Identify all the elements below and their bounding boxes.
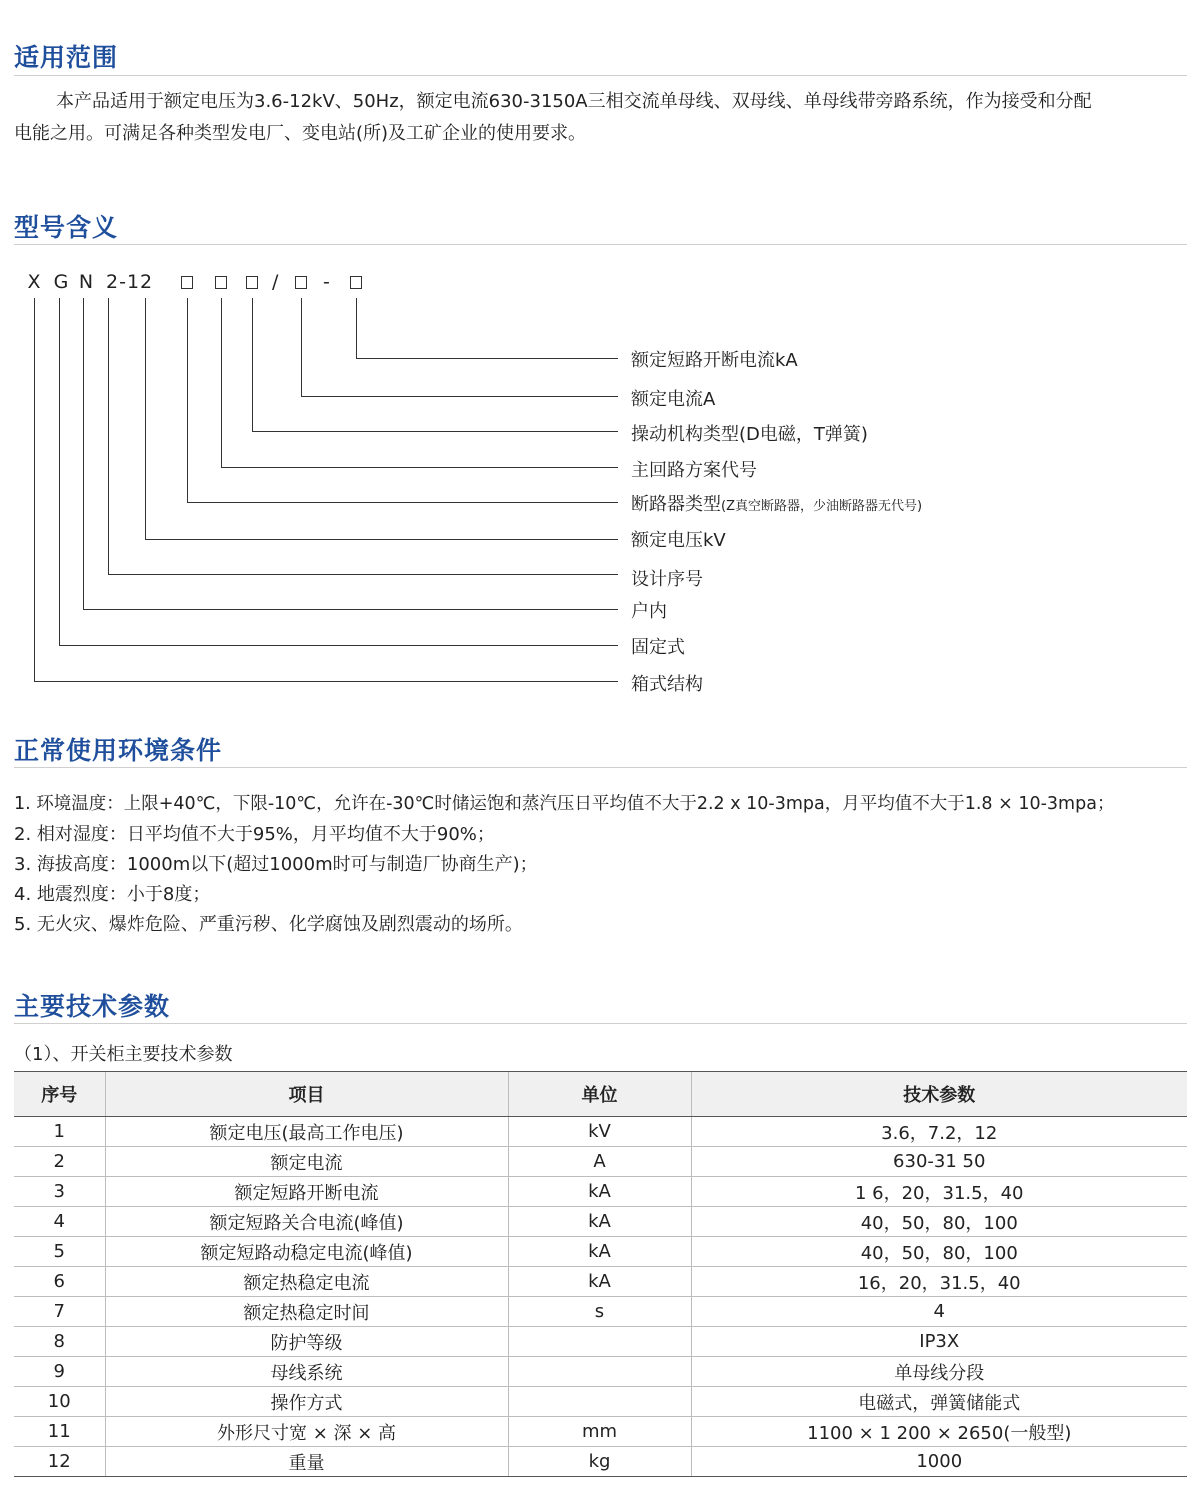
table-row bbox=[14, 1237, 1187, 1267]
leader-line bbox=[301, 298, 302, 397]
table-caption: （1）、开关柜主要技术参数 bbox=[14, 1044, 233, 1065]
code-box-breaking-current bbox=[350, 276, 362, 289]
table-row bbox=[14, 1447, 1187, 1477]
cell-value: 1 6，20，31.5，40 bbox=[691, 1177, 1187, 1207]
leader-line bbox=[34, 298, 35, 682]
table-row bbox=[14, 1387, 1187, 1417]
condition-item: 2. 相对湿度：日平均值不大于95%，月平均值不大于90%； bbox=[14, 824, 495, 845]
label-box-structure: 箱式结构 bbox=[631, 674, 703, 695]
code-box-circuit bbox=[215, 276, 227, 289]
cell-unit: kA bbox=[508, 1267, 691, 1297]
cell-value: 630-31 50 bbox=[691, 1147, 1187, 1177]
header-index: 序号 bbox=[14, 1072, 105, 1117]
condition-item: 3. 海拔高度：1000m以下(超过1000m时可与制造厂协商生产)； bbox=[14, 854, 538, 875]
code-dash: - bbox=[323, 271, 330, 293]
table-row bbox=[14, 1267, 1187, 1297]
cell-value: 40，50，80，100 bbox=[691, 1237, 1187, 1267]
label-rated-current: 额定电流A bbox=[631, 389, 716, 410]
leader-line bbox=[221, 298, 222, 468]
table-row bbox=[14, 1417, 1187, 1447]
cell-index: 7 bbox=[14, 1297, 105, 1327]
code-voltage: 2-12 bbox=[106, 271, 154, 293]
cell-index: 12 bbox=[14, 1447, 105, 1477]
code-char-x: X bbox=[27, 271, 41, 293]
cell-index: 11 bbox=[14, 1417, 105, 1447]
cell-item: 母线系统 bbox=[105, 1357, 508, 1387]
cell-item: 额定短路开断电流 bbox=[105, 1177, 508, 1207]
cell-value: IP3X bbox=[691, 1327, 1187, 1357]
cell-index: 3 bbox=[14, 1177, 105, 1207]
condition-item: 1. 环境温度：上限+40℃，下限-10℃，允许在-30℃时储运饱和蒸汽压日平均值不大于2.2 x 10-3mpa，月平均值不大于1.8 × 10-3mpa； bbox=[14, 794, 1115, 814]
cell-unit: kg bbox=[508, 1447, 691, 1477]
label-rated-voltage: 额定电压kV bbox=[631, 530, 726, 551]
label-mechanism-type: 操动机构类型(D电磁，T弹簧) bbox=[631, 424, 868, 445]
cell-item: 额定短路关合电流(峰值) bbox=[105, 1207, 508, 1237]
cell-value: 3.6，7.2，12 bbox=[691, 1117, 1187, 1147]
table-header-row bbox=[14, 1072, 1187, 1117]
leader-line bbox=[145, 539, 618, 540]
cell-item: 额定短路动稳定电流(峰值) bbox=[105, 1237, 508, 1267]
cell-index: 10 bbox=[14, 1387, 105, 1417]
leader-line bbox=[187, 502, 618, 503]
leader-line bbox=[187, 298, 188, 503]
cell-unit: s bbox=[508, 1297, 691, 1327]
leader-line bbox=[356, 298, 357, 359]
section-divider bbox=[14, 1023, 1187, 1024]
cell-item: 操作方式 bbox=[105, 1387, 508, 1417]
cell-value: 16，20，31.5，40 bbox=[691, 1267, 1187, 1297]
label-breaker-type-text: 断路器类型 bbox=[631, 494, 721, 515]
cell-unit: kA bbox=[508, 1237, 691, 1267]
leader-line bbox=[221, 467, 618, 468]
table-row bbox=[14, 1177, 1187, 1207]
cell-unit: kV bbox=[508, 1117, 691, 1147]
cell-item: 重量 bbox=[105, 1447, 508, 1477]
section-title-scope: 适用范围 bbox=[14, 43, 119, 72]
code-slash: / bbox=[272, 271, 279, 293]
cell-item: 防护等级 bbox=[105, 1327, 508, 1357]
cell-item: 额定电压(最高工作电压) bbox=[105, 1117, 508, 1147]
table-row bbox=[14, 1207, 1187, 1237]
table-row bbox=[14, 1327, 1187, 1357]
section-divider bbox=[14, 244, 1187, 245]
table-row bbox=[14, 1117, 1187, 1147]
cell-index: 1 bbox=[14, 1117, 105, 1147]
cell-unit bbox=[508, 1387, 691, 1417]
section-divider bbox=[14, 767, 1187, 768]
code-box-breaker bbox=[181, 276, 193, 289]
leader-line bbox=[108, 574, 618, 575]
section-divider bbox=[14, 75, 1187, 76]
cell-index: 8 bbox=[14, 1327, 105, 1357]
code-box-current bbox=[295, 276, 307, 289]
label-breaking-current: 额定短路开断电流kA bbox=[631, 350, 798, 371]
cell-index: 2 bbox=[14, 1147, 105, 1177]
leader-line bbox=[59, 645, 618, 646]
scope-paragraph-line1: 本产品适用于额定电压为3.6-12kV、50Hz，额定电流630-3150A三相交流单母线、双母线、单母线带旁路系统，作为接受和分配 bbox=[56, 91, 1092, 112]
cell-value: 40，50，80，100 bbox=[691, 1207, 1187, 1237]
header-value: 技术参数 bbox=[691, 1072, 1187, 1117]
label-breaker-type-note: (Z真空断路器，少油断路器无代号) bbox=[721, 499, 923, 514]
condition-item: 4. 地震烈度：小于8度； bbox=[14, 884, 211, 905]
label-main-circuit: 主回路方案代号 bbox=[631, 460, 757, 481]
leader-line bbox=[252, 298, 253, 432]
cell-unit: kA bbox=[508, 1177, 691, 1207]
cell-value: 单母线分段 bbox=[691, 1357, 1187, 1387]
cell-unit: kA bbox=[508, 1207, 691, 1237]
cell-index: 4 bbox=[14, 1207, 105, 1237]
label-indoor: 户内 bbox=[631, 601, 667, 622]
cell-value: 电磁式，弹簧储能式 bbox=[691, 1387, 1187, 1417]
leader-line bbox=[301, 396, 618, 397]
cell-index: 6 bbox=[14, 1267, 105, 1297]
table-row bbox=[14, 1297, 1187, 1327]
section-title-params: 主要技术参数 bbox=[14, 992, 171, 1021]
table-row bbox=[14, 1147, 1187, 1177]
header-unit: 单位 bbox=[508, 1072, 691, 1117]
scope-paragraph-line2: 电能之用。可满足各种类型发电厂、变电站(所)及工矿企业的使用要求。 bbox=[14, 123, 587, 144]
code-char-g: G bbox=[53, 271, 69, 293]
cell-unit bbox=[508, 1357, 691, 1387]
cell-item: 额定电流 bbox=[105, 1147, 508, 1177]
cell-index: 5 bbox=[14, 1237, 105, 1267]
code-char-n: N bbox=[78, 271, 94, 293]
header-item: 项目 bbox=[105, 1072, 508, 1117]
leader-line bbox=[59, 298, 60, 646]
leader-line bbox=[108, 298, 109, 575]
cell-unit: mm bbox=[508, 1417, 691, 1447]
section-title-model: 型号含义 bbox=[14, 213, 119, 242]
leader-line bbox=[34, 681, 618, 682]
leader-line bbox=[356, 358, 618, 359]
cell-value: 1100 × 1 200 × 2650(一般型) bbox=[691, 1417, 1187, 1447]
cell-item: 外形尺寸宽 × 深 × 高 bbox=[105, 1417, 508, 1447]
cell-unit bbox=[508, 1327, 691, 1357]
cell-index: 9 bbox=[14, 1357, 105, 1387]
cell-item: 额定热稳定电流 bbox=[105, 1267, 508, 1297]
cell-value: 1000 bbox=[691, 1447, 1187, 1477]
condition-item: 5. 无火灾、爆炸危险、严重污秽、化学腐蚀及剧烈震动的场所。 bbox=[14, 914, 523, 935]
code-box-mechanism bbox=[246, 276, 258, 289]
parameters-table bbox=[14, 1071, 1187, 1477]
label-fixed: 固定式 bbox=[631, 637, 685, 658]
leader-line bbox=[252, 431, 618, 432]
table-row bbox=[14, 1357, 1187, 1387]
cell-value: 4 bbox=[691, 1297, 1187, 1327]
cell-item: 额定热稳定时间 bbox=[105, 1297, 508, 1327]
leader-line bbox=[83, 298, 84, 610]
section-title-conditions: 正常使用环境条件 bbox=[14, 736, 223, 765]
cell-unit: A bbox=[508, 1147, 691, 1177]
label-design-serial: 设计序号 bbox=[631, 569, 703, 590]
leader-line bbox=[83, 609, 618, 610]
label-breaker-type bbox=[631, 490, 922, 516]
leader-line bbox=[145, 298, 146, 540]
